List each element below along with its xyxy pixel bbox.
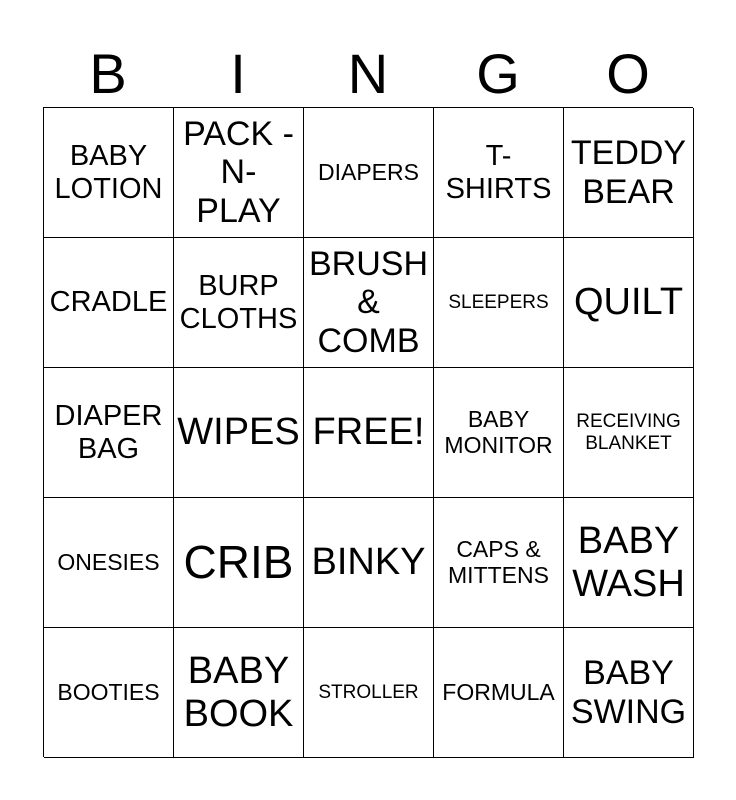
cell-label: BOOTIES — [57, 678, 160, 705]
free-space[interactable] — [304, 368, 434, 498]
cell-label: T- SHIRTS — [445, 140, 552, 205]
cell-label: BRUSH & COMB — [308, 245, 429, 360]
bingo-cell[interactable] — [44, 108, 174, 238]
cell-label: BABY SWING — [570, 654, 687, 731]
cell-label: SLEEPERS — [448, 291, 549, 313]
cell-label: CRIB — [183, 535, 294, 588]
bingo-cell[interactable] — [434, 238, 564, 368]
bingo-cell[interactable] — [304, 628, 434, 758]
header-letter-i: I — [230, 42, 246, 105]
header-letter-n: N — [347, 42, 389, 105]
cell-label: TEDDY BEAR — [570, 134, 687, 211]
cell-label: BABY LOTION — [54, 140, 163, 205]
bingo-board — [43, 107, 693, 757]
cell-label: FREE! — [312, 411, 425, 454]
bingo-cell[interactable] — [44, 368, 174, 498]
bingo-cell[interactable] — [44, 628, 174, 758]
bingo-cell[interactable] — [434, 498, 564, 628]
bingo-cell[interactable] — [174, 628, 304, 758]
bingo-cell[interactable] — [434, 108, 564, 238]
cell-label: BABY MONITOR — [444, 405, 553, 458]
cell-label: BINKY — [311, 541, 426, 584]
bingo-cell[interactable] — [174, 368, 304, 498]
cell-label: BABY WASH — [572, 519, 685, 605]
bingo-cell[interactable] — [44, 238, 174, 368]
bingo-cell[interactable] — [174, 238, 304, 368]
bingo-cell[interactable] — [304, 108, 434, 238]
header-letter-o: O — [606, 42, 650, 105]
bingo-cell[interactable] — [564, 628, 694, 758]
bingo-cell[interactable] — [174, 498, 304, 628]
bingo-cell[interactable] — [174, 108, 304, 238]
cell-label: WIPES — [177, 411, 300, 454]
cell-label: ONESIES — [57, 548, 160, 575]
bingo-cell[interactable] — [434, 628, 564, 758]
cell-label: BURP CLOTHS — [179, 270, 298, 335]
cell-label: RECEIVING BLANKET — [576, 411, 681, 454]
cell-label: BABY BOOK — [183, 649, 294, 735]
bingo-cell[interactable] — [304, 498, 434, 628]
header-letter-b: B — [89, 42, 127, 105]
cell-label: FORMULA — [442, 678, 555, 705]
bingo-cell[interactable] — [44, 498, 174, 628]
cell-label: QUILT — [573, 281, 684, 324]
bingo-cell[interactable] — [304, 238, 434, 368]
bingo-cell[interactable] — [434, 368, 564, 498]
cell-label: PACK - N- PLAY — [183, 115, 294, 230]
header-letter-g: G — [476, 42, 520, 105]
cell-label: CAPS & MITTENS — [448, 535, 549, 588]
bingo-cell[interactable] — [564, 238, 694, 368]
bingo-cell[interactable] — [564, 368, 694, 498]
cell-label: CRADLE — [49, 286, 168, 319]
bingo-cell[interactable] — [564, 498, 694, 628]
cell-label: DIAPERS — [318, 158, 419, 185]
bingo-cell[interactable] — [564, 108, 694, 238]
bingo-header — [43, 40, 693, 108]
cell-label: STROLLER — [318, 681, 419, 703]
cell-label: DIAPER BAG — [54, 400, 163, 465]
